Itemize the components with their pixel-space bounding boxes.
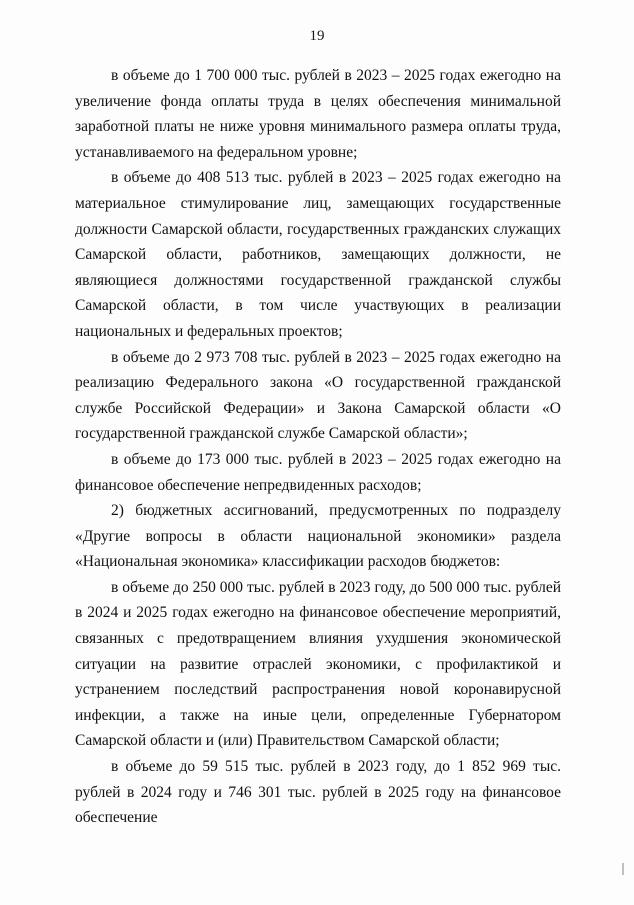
paragraph-material-incentives: в объеме до 408 513 тыс. рублей в 2023 – 2025 годах ежегодно на материальное стимулирование лиц, замещающих государственные должности Самарской области, государственных гражданских служащих Самарской области, работников, замещающих должности, не являющиеся должностями государственной гражданской службы Самарской области, в том числе участвующих в реализации национальных и федеральных проектов; xyxy=(75,169,561,340)
paragraph-salary-fund: в объеме до 1 700 000 тыс. рублей в 2023 – 2025 годах ежегодно на увеличение фонда оплаты труда в целях обеспечения минимальной заработной платы не ниже уровня минимального размера оплаты труда, устанавливаемого на федеральном уровне; xyxy=(75,67,561,161)
document-body xyxy=(75,63,561,831)
paragraph-unforeseen-expenses: в объеме до 173 000 тыс. рублей в 2023 – 2025 годах ежегодно на финансовое обеспечение непредвиденных расходов; xyxy=(75,450,561,494)
page-number: 19 xyxy=(309,28,325,44)
paragraph-national-economy-section: 2) бюджетных ассигнований, предусмотренных по подразделу «Другие вопросы в области национальной экономики» раздела «Национальная экономика» классификации расходов бюджетов: xyxy=(75,502,561,571)
paragraph-economic-measures: в объеме до 250 000 тыс. рублей в 2023 году, до 500 000 тыс. рублей в 2024 и 2025 годах ежегодно на финансовое обеспечение мероприятий, связанных с предотвращением влияния ухудшения экономической ситуации на развитие отраслей экономики, с профилактикой и устранением последствий распространения новой коронавирусной инфекции, а также на иные цели, определенные Губернатором Самарской области и (или) Правительством Самарской области; xyxy=(75,578,561,750)
paragraph-civil-service-law: в объеме до 2 973 708 тыс. рублей в 2023 – 2025 годах ежегодно на реализацию Федерального закона «О государственной гражданской службе Российской Федерации» и Закона Самарской области «О государственной гражданской службе Самарской области»; xyxy=(75,348,561,443)
scan-edge-mark xyxy=(622,863,624,875)
paragraph-financial-support: в объеме до 59 515 тыс. рублей в 2023 году, до 1 852 969 тыс. рублей в 2024 году и 746 301 тыс. рублей в 2025 году на финансовое обеспечение xyxy=(75,758,561,827)
